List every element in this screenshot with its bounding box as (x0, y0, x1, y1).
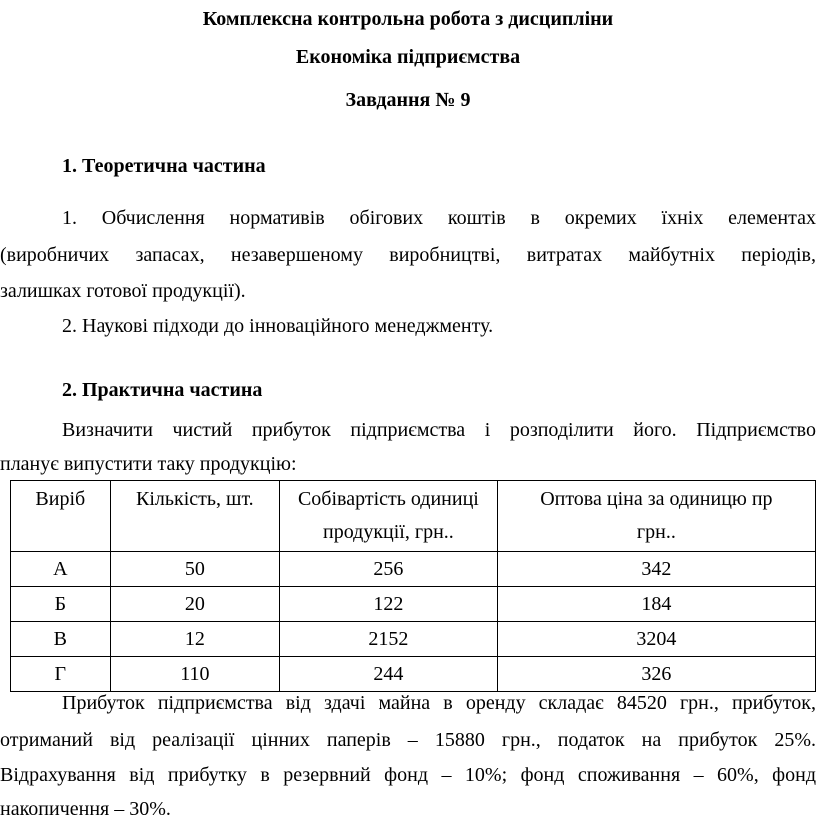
product-table (10, 480, 816, 692)
conditions-line-3: Відрахування від прибутку в резервний фонд – 10%; фонд споживання – 60%, фонд (0, 764, 816, 786)
cell-quantity: 12 (110, 622, 279, 657)
header-product: Виріб (11, 481, 111, 552)
conditions-line-1: Прибуток підприємства від здачі майна в оренду складає 84520 грн., прибуток, (62, 692, 816, 714)
practice-heading: 2. Практична частина (62, 379, 263, 401)
cell-wholesale-price: 326 (497, 657, 815, 692)
cell-quantity: 50 (110, 552, 279, 587)
document-title-line-2: Економіка підприємства (295, 46, 521, 68)
cell-product: А (11, 552, 111, 587)
theory-item-2: 2. Наукові підходи до інноваційного менеджменту. (62, 315, 494, 337)
cell-unit-cost: 244 (280, 657, 498, 692)
theory-item-1-line-3: залишках готової продукції). (0, 280, 246, 302)
cell-product: В (11, 622, 111, 657)
cell-wholesale-price: 342 (497, 552, 815, 587)
practice-intro-line-1: Визначити чистий прибуток підприємства і розподілити його. Підприємство (62, 419, 816, 441)
cell-unit-cost: 256 (280, 552, 498, 587)
header-wholesale-price: Оптова ціна за одиницю пр грн.. (497, 481, 815, 552)
cell-product: Г (11, 657, 111, 692)
cell-quantity: 110 (110, 657, 279, 692)
task-number: Завдання № 9 (345, 89, 471, 111)
theory-item-1-line-2: (виробничих запасах, незавершеному виробництві, витратах майбутніх періодів, (0, 244, 816, 266)
cell-wholesale-price: 184 (497, 587, 815, 622)
practice-intro-line-2: планує випустити таку продукцію: (0, 453, 297, 475)
table-row (11, 552, 816, 587)
cell-product: Б (11, 587, 111, 622)
theory-heading: 1. Теоретична частина (62, 155, 266, 177)
header-quantity: Кількість, шт. (110, 481, 279, 552)
cell-wholesale-price: 3204 (497, 622, 815, 657)
table-header-row (11, 481, 816, 552)
cell-unit-cost: 2152 (280, 622, 498, 657)
table-row (11, 622, 816, 657)
conditions-line-2: отриманий від реалізації цінних паперів – 15880 грн., податок на прибуток 25%. (0, 729, 816, 751)
cell-unit-cost: 122 (280, 587, 498, 622)
document-title-line-1: Комплексна контрольна робота з дисципліни (202, 8, 614, 30)
table-row (11, 587, 816, 622)
theory-item-1-line-1: 1. Обчислення нормативів обігових коштів в окремих їхніх елементах (62, 207, 816, 229)
conditions-line-4: накопичення – 30%. (0, 798, 171, 820)
cell-quantity: 20 (110, 587, 279, 622)
header-unit-cost: Собівартість одиниці продукції, грн.. (280, 481, 498, 552)
